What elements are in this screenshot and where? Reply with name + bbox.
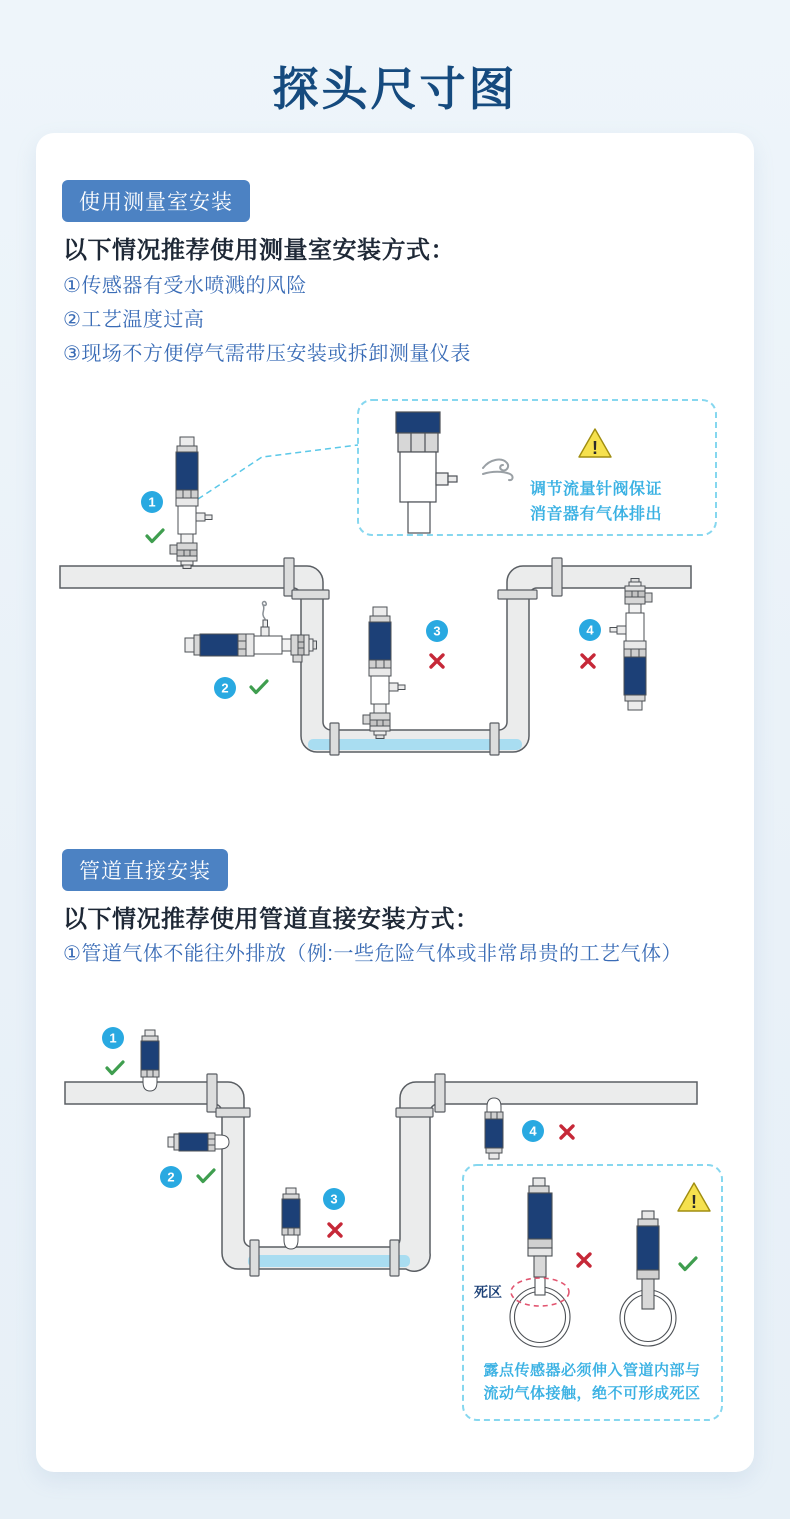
section1-item-list <box>63 269 471 371</box>
measuring-chamber-install-diagram <box>36 395 754 807</box>
svg-text:2: 2 <box>167 1169 175 1185</box>
section1-item-1: ①传感器有受水喷溅的风险 <box>63 275 307 297</box>
dead-zone-callout <box>463 1165 722 1420</box>
sensor-position-1 <box>141 1030 159 1091</box>
sensor-position-4 <box>485 1098 503 1159</box>
check-icon <box>251 681 267 693</box>
position-4-marker <box>579 619 601 641</box>
steam-icon <box>262 602 266 619</box>
cross-icon <box>582 655 594 667</box>
svg-text:2: 2 <box>221 680 229 696</box>
cross-icon <box>431 655 443 667</box>
sensor-position-3 <box>282 1188 300 1249</box>
position-3-marker <box>323 1188 345 1210</box>
sensor-position-2 <box>185 620 317 662</box>
needle-valve-callout <box>358 400 716 535</box>
section1-heading: 以下情况推荐使用测量室安装方式： <box>63 237 455 264</box>
svg-text:3: 3 <box>433 623 441 639</box>
callout-text-line1: 调节流量针阀保证 <box>529 481 663 498</box>
svg-text:!: ! <box>592 438 598 458</box>
position-1-marker <box>102 1027 124 1049</box>
sensor-position-1 <box>170 437 212 569</box>
svg-text:1: 1 <box>148 494 156 510</box>
dead-zone-label: 死区 <box>474 1284 502 1300</box>
section1-badge: 使用测量室安装 <box>62 180 250 222</box>
content-card <box>36 133 754 1472</box>
position-4-marker <box>522 1120 544 1142</box>
section2-item-list <box>63 937 682 971</box>
sensor-position-2 <box>168 1133 229 1151</box>
cross-icon <box>561 1126 573 1138</box>
check-icon <box>147 530 163 542</box>
cross-icon <box>329 1224 341 1236</box>
callout-text-line1: 露点传感器必须伸入管道内部与 <box>483 1362 701 1379</box>
svg-text:3: 3 <box>330 1191 338 1207</box>
section2-item-1: ①管道气体不能往外排放（例:一些危险气体或非常昂贵的工艺气体） <box>63 943 682 965</box>
section1-item-2: ②工艺温度过高 <box>63 309 205 331</box>
direct-pipe-install-diagram <box>36 1015 754 1435</box>
sensor-position-3 <box>363 607 405 739</box>
position-2-marker <box>214 677 236 699</box>
check-icon <box>107 1062 123 1074</box>
check-icon <box>198 1170 214 1182</box>
svg-text:4: 4 <box>529 1123 537 1139</box>
svg-text:1: 1 <box>109 1030 117 1046</box>
sensor-position-4 <box>610 579 652 711</box>
section2-heading: 以下情况推荐使用管道直接安装方式： <box>63 906 480 933</box>
callout-leader-line <box>198 445 358 499</box>
position-2-marker <box>160 1166 182 1188</box>
position-1-marker <box>141 491 163 513</box>
callout-text-line2: 消音器有气体排出 <box>529 506 663 523</box>
position-3-marker <box>426 620 448 642</box>
svg-text:4: 4 <box>586 622 594 638</box>
liquid-in-pipe <box>248 1255 410 1267</box>
section2-badge: 管道直接安装 <box>62 849 228 891</box>
svg-text:!: ! <box>691 1192 697 1212</box>
section1-item-3: ③现场不方便停气需带压安装或拆卸测量仪表 <box>63 343 471 365</box>
page-title: 探头尺寸图 <box>272 62 518 115</box>
callout-text-line2: 流动气体接触，绝不可形成死区 <box>483 1385 701 1402</box>
